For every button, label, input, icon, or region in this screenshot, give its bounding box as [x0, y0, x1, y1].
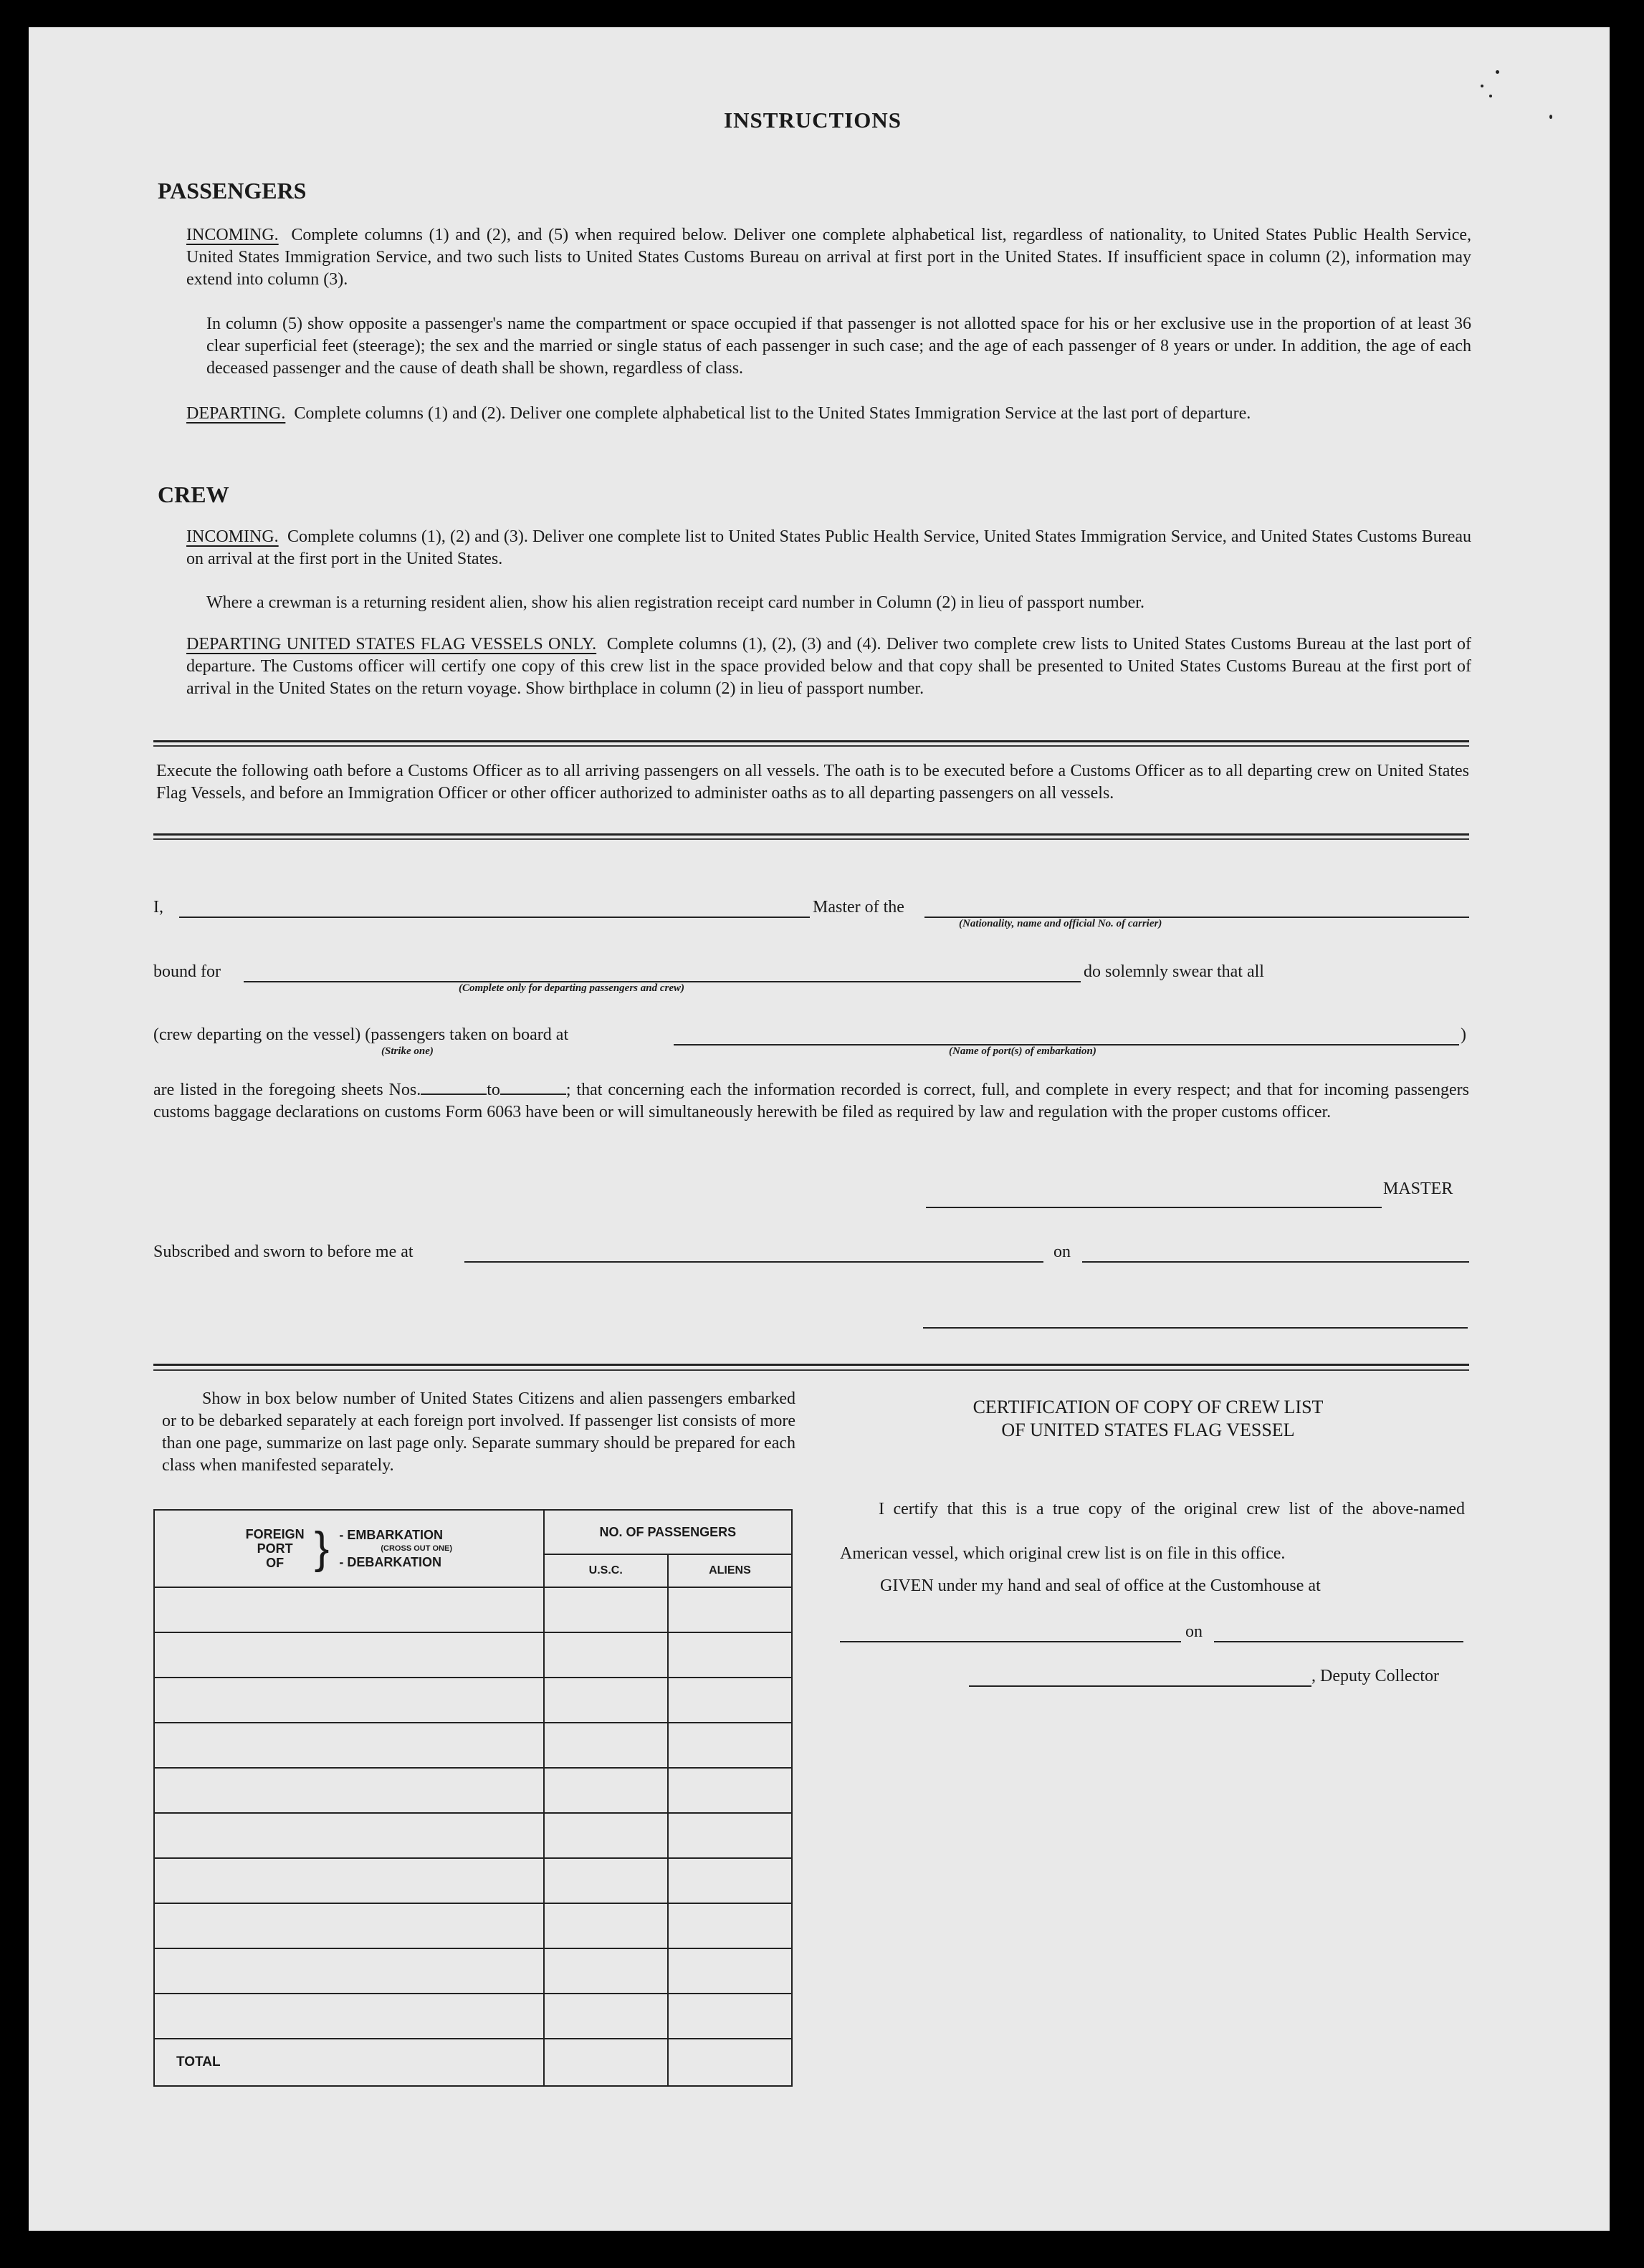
- usc-cell[interactable]: [544, 1768, 668, 1813]
- crew-resident-paragraph: Where a crewman is a returning resident alien, show his alien registration receipt card number in Column (2) in lieu of passport number.: [206, 593, 1144, 612]
- no-of-passengers-header: NO. OF PASSENGERS: [544, 1510, 792, 1554]
- table-row: [154, 1813, 792, 1858]
- crew-incoming-label: INCOMING.: [186, 527, 279, 546]
- master-label: MASTER: [1383, 1180, 1453, 1198]
- usc-cell[interactable]: [544, 1948, 668, 1994]
- complete-only-caption: (Complete only for departing passengers and crew): [459, 982, 684, 994]
- divider-rule: [153, 1364, 1469, 1366]
- port-cell[interactable]: [154, 1587, 544, 1632]
- cross-out-label: (CROSS OUT ONE): [381, 1544, 452, 1553]
- crew-passengers-label: (crew departing on the vessel) (passengers taken on board at: [153, 1025, 569, 1044]
- usc-cell[interactable]: [544, 1813, 668, 1858]
- aliens-header: ALIENS: [668, 1554, 792, 1587]
- speck-mark: [1549, 115, 1552, 119]
- table-row: [154, 1903, 792, 1948]
- port-cell[interactable]: [154, 1994, 544, 2039]
- speck-mark: [1481, 85, 1483, 87]
- total-usc-cell[interactable]: [544, 2039, 668, 2086]
- sworn-on-label: on: [1053, 1243, 1071, 1261]
- table-row: [154, 1587, 792, 1632]
- total-label: TOTAL: [154, 2039, 544, 2086]
- passengers-incoming-paragraph: [186, 224, 1471, 291]
- port-cell[interactable]: [154, 1813, 544, 1858]
- port-label: PORT: [257, 1541, 293, 1556]
- crew-departing-paragraph: [186, 633, 1471, 700]
- crew-incoming-paragraph: [186, 526, 1471, 570]
- crew-departing-label: DEPARTING UNITED STATES FLAG VESSELS ONLY.: [186, 635, 597, 654]
- passengers-incoming-text: Complete columns (1) and (2), and (5) when required below. Deliver one complete alphabetical list, regardless of nationality, to United States Public Health Service, United States Immigration Service, and two such lists to United States Customs Bureau on arrival at first port in the United States. If insufficient space in column (2), information may extend into column (3).: [186, 226, 1472, 289]
- usc-header: U.S.C.: [544, 1554, 668, 1587]
- aliens-cell[interactable]: [668, 1948, 792, 1994]
- table-row: [154, 1994, 792, 2039]
- passengers-heading: PASSENGERS: [158, 178, 307, 204]
- given-text: GIVEN under my hand and seal of office at the Customhouse at: [880, 1576, 1321, 1595]
- sworn-place-field[interactable]: [464, 1261, 1043, 1263]
- of-label: OF: [266, 1556, 285, 1570]
- speck-mark: [1496, 70, 1499, 74]
- divider-rule: [153, 745, 1469, 747]
- port-cell[interactable]: [154, 1948, 544, 1994]
- table-row: [154, 1948, 792, 1994]
- page-title: INSTRUCTIONS: [724, 107, 902, 133]
- sheets-paragraph: [153, 1079, 1469, 1124]
- passengers-departing-label: DEPARTING.: [186, 404, 286, 423]
- listed-text: ; that concerning each the information recorded is correct, full, and complete in every respect; and that for incoming passengers customs baggage declarations on customs Form 6063 have been or will simultaneously herewith be filed as required by law and regulation with the proper customs officer.: [153, 1081, 1469, 1121]
- debarkation-label: - DEBARKATION: [339, 1554, 442, 1569]
- aliens-cell[interactable]: [668, 1723, 792, 1768]
- crew-incoming-text: Complete columns (1), (2) and (3). Deliver one complete list to United States Public Health Service, United States Immigration Service, and United States Customs Bureau on arrival at the first port in the United States.: [186, 527, 1472, 568]
- table-row: [154, 1723, 792, 1768]
- port-cell[interactable]: [154, 1678, 544, 1723]
- summary-instructions: Show in box below number of United States Citizens and alien passengers embarked or to be debarked separately at each foreign port involved. If passenger list consists of more than one page, summarize on last page only. Separate summary should be prepared for each class when manifested separately.: [162, 1389, 795, 1475]
- divider-rule: [153, 833, 1469, 836]
- passengers-incoming-label: INCOMING.: [186, 226, 279, 244]
- passenger-summary-table: [153, 1509, 793, 2087]
- usc-cell[interactable]: [544, 1903, 668, 1948]
- usc-cell[interactable]: [544, 1678, 668, 1723]
- certification-title: [840, 1396, 1456, 1442]
- usc-cell[interactable]: [544, 1587, 668, 1632]
- master-name-field[interactable]: [179, 917, 810, 918]
- nationality-caption: (Nationality, name and official No. of carrier): [959, 918, 1162, 929]
- oath-instructions: Execute the following oath before a Customs Officer as to all arriving passengers on all vessels. The oath is to be executed before a Customs Officer as to all departing crew on United States Flag Vessels, and before an Immigration Officer or other officer authorized to administer oaths as to all departing passengers on all vessels.: [156, 762, 1469, 803]
- column5-paragraph: In column (5) show opposite a passenger's name the compartment or space occupied if that passenger is not allotted space for his or her exclusive use in the proportion of at least 36 clear superficial feet (steerage); the sex and the married or single status of each passenger in such case; and the age of each passenger of 8 years or under. In addition, the age of each deceased passenger and the cause of death shall be shown, regardless of class.: [206, 315, 1471, 378]
- usc-cell[interactable]: [544, 1632, 668, 1678]
- strike-one-caption: (Strike one): [381, 1046, 434, 1057]
- port-cell[interactable]: [154, 1632, 544, 1678]
- aliens-cell[interactable]: [668, 1903, 792, 1948]
- total-aliens-cell[interactable]: [668, 2039, 792, 2086]
- aliens-cell[interactable]: [668, 1813, 792, 1858]
- aliens-cell[interactable]: [668, 1632, 792, 1678]
- cert-on-label: on: [1185, 1622, 1203, 1641]
- to-label: to: [487, 1081, 500, 1099]
- listed-prefix: are listed in the foregoing sheets Nos.: [153, 1081, 421, 1099]
- usc-cell[interactable]: [544, 1723, 668, 1768]
- master-of-label: Master of the: [813, 898, 904, 917]
- subscribed-label: Subscribed and sworn to before me at: [153, 1243, 414, 1261]
- bound-for-label: bound for: [153, 962, 221, 981]
- port-cell[interactable]: [154, 1903, 544, 1948]
- divider-rule: [153, 838, 1469, 840]
- certify-paragraph: I certify that this is a true copy of the original crew list of the above-named American vessel, which original crew list is on file in this office.: [840, 1500, 1465, 1563]
- crew-heading: CREW: [158, 482, 229, 507]
- deputy-signature-field[interactable]: [969, 1685, 1311, 1687]
- port-cell[interactable]: [154, 1723, 544, 1768]
- master-signature-field[interactable]: [926, 1207, 1382, 1208]
- table-row: [154, 1678, 792, 1723]
- cert-date-field[interactable]: [1214, 1641, 1463, 1642]
- aliens-cell[interactable]: [668, 1587, 792, 1632]
- solemnly-swear-label: do solemnly swear that all: [1084, 962, 1264, 981]
- aliens-cell[interactable]: [668, 1994, 792, 2039]
- aliens-cell[interactable]: [668, 1768, 792, 1813]
- emb-deb-label: [339, 1528, 452, 1569]
- certification-title-line1: CERTIFICATION OF COPY OF CREW LIST: [972, 1397, 1324, 1417]
- officer-signature-field[interactable]: [923, 1327, 1468, 1329]
- table-row: [154, 1768, 792, 1813]
- brace-glyph: }: [314, 1523, 330, 1573]
- foreign-label: FOREIGN: [245, 1527, 305, 1541]
- usc-cell[interactable]: [544, 1858, 668, 1903]
- usc-cell[interactable]: [544, 1994, 668, 2039]
- oath-i-label: I,: [153, 898, 163, 917]
- crew-departing-text: Complete columns (1), (2), (3) and (4). Deliver two complete crew lists to United States Customs Bureau at the last port of departure. The Customs officer will certify one copy of this crew list in the space provided below and that copy shall be presented to United States Customs Bureau at the first port of arrival in the United States on the return voyage. Show birthplace in column (2) in lieu of passport number.: [186, 635, 1471, 698]
- divider-rule: [153, 740, 1469, 742]
- deputy-collector-label: , Deputy Collector: [1311, 1667, 1439, 1685]
- foreign-port-label: [246, 1527, 305, 1570]
- sheets-from-field[interactable]: [421, 1079, 487, 1095]
- divider-rule: [153, 1369, 1469, 1371]
- table-row: [154, 1858, 792, 1903]
- passengers-departing-paragraph: [186, 403, 1471, 425]
- passengers-departing-text: Complete columns (1) and (2). Deliver one complete alphabetical list to the United States Immigration Service at the last port of departure.: [294, 404, 1251, 423]
- sheets-to-field[interactable]: [500, 1079, 566, 1095]
- port-cell[interactable]: [154, 1858, 544, 1903]
- sworn-date-field[interactable]: [1082, 1261, 1469, 1263]
- port-header-cell: [154, 1510, 544, 1587]
- embarkation-label: - EMBARKATION: [339, 1527, 444, 1542]
- ports-caption: (Name of port(s) of embarkation): [949, 1046, 1096, 1057]
- close-paren: ): [1461, 1025, 1466, 1044]
- aliens-cell[interactable]: [668, 1678, 792, 1723]
- speck-mark: [1489, 95, 1492, 97]
- aliens-cell[interactable]: [668, 1858, 792, 1903]
- port-cell[interactable]: [154, 1768, 544, 1813]
- customhouse-place-field[interactable]: [840, 1641, 1181, 1642]
- table-row: [154, 1632, 792, 1678]
- certification-title-line2: OF UNITED STATES FLAG VESSEL: [1001, 1420, 1295, 1440]
